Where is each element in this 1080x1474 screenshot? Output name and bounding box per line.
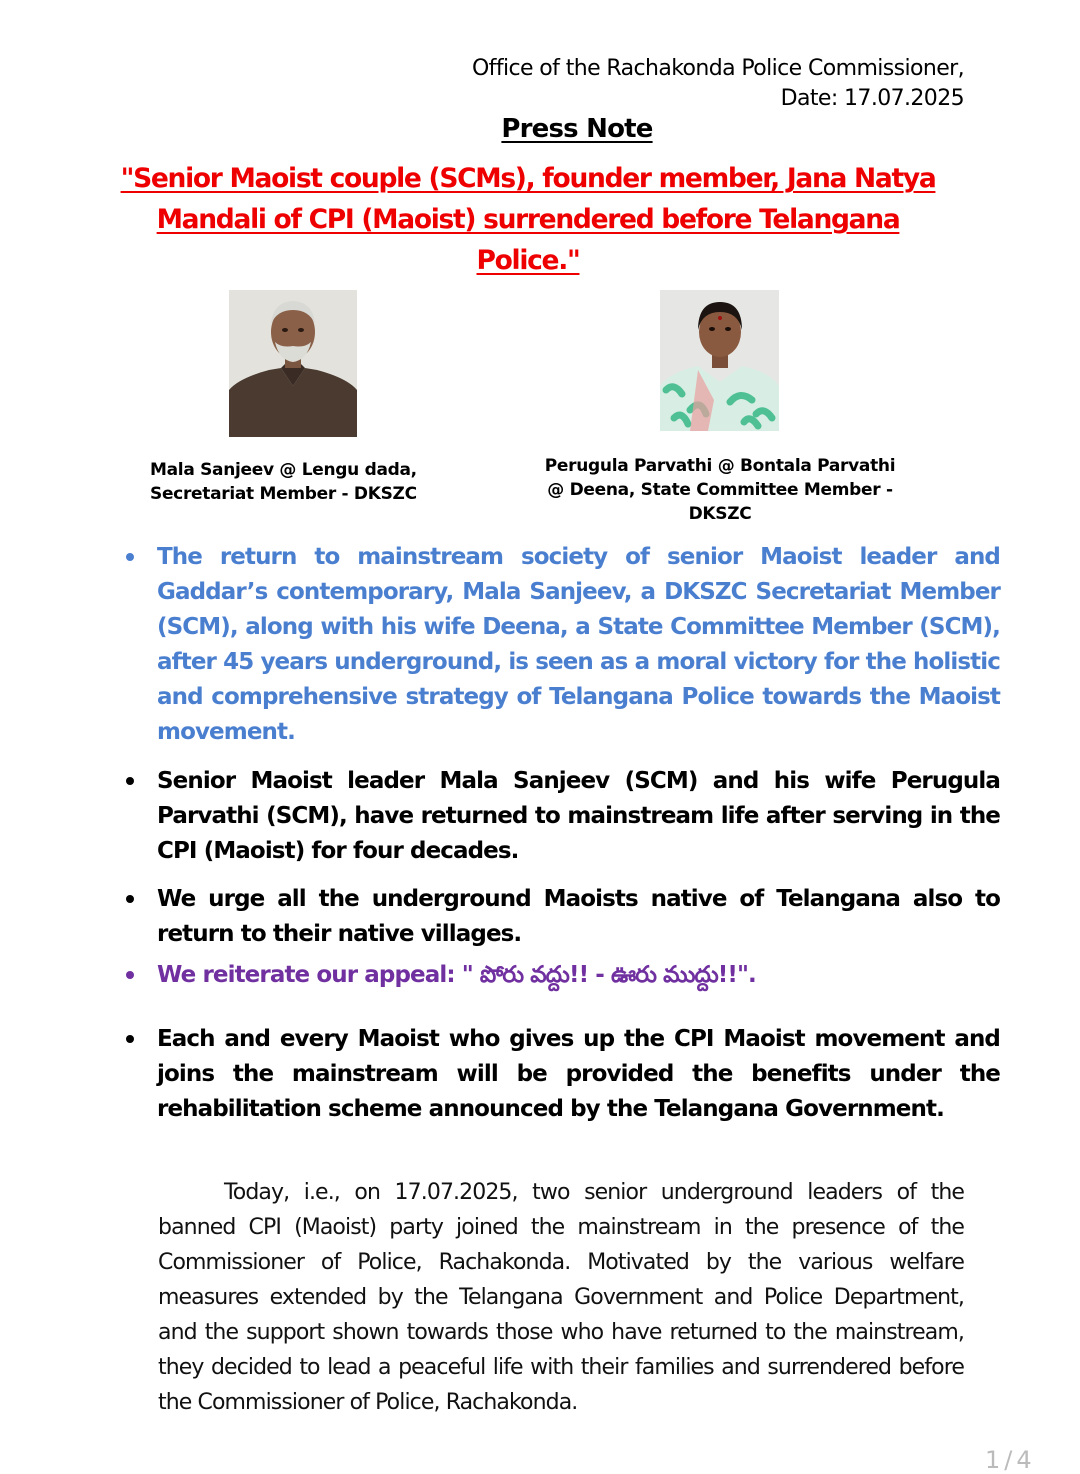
caption-line: Secretariat Member - DKSZC: [150, 484, 417, 504]
page-title: Press Note: [501, 114, 653, 144]
caption-mala-sanjeev: [150, 458, 417, 506]
office-header: [472, 54, 964, 114]
caption-perugula-parvathi: [520, 454, 920, 526]
body-paragraph: Today, i.e., on 17.07.2025, two senior underground leaders of the banned CPI (Maoist) party joined the mainstream in the presence of the Commissioner of Police, Rachakonda. Motivated by the various welfare measures extended by the Telangana Government and Police Department, and the support shown towards those who have returned to the mainstream, they decided to lead a peaceful life with their families and surrendered before the Commissioner of Police, Rachakonda.: [158, 1180, 964, 1415]
bullet-item: [120, 882, 1000, 952]
bullet-item: [120, 764, 1000, 869]
bullet-item: [120, 1022, 1000, 1127]
press-date: Date: 17.07.2025: [780, 86, 964, 111]
bullet-icon: [126, 553, 134, 561]
bullet-text: The return to mainstream society of senior Maoist leader and Gaddar’s contemporary, Mala Sanjeev, a DKSZC Secretariat Member (SCM), along with his wife Deena, a State Committee Member (SCM), after 45 years underground, is seen as a moral victory for the holistic and comprehensive strategy of Telangana Police towards the Maoist movement.: [157, 544, 1000, 745]
bullet-icon: [126, 1035, 134, 1043]
bullet-text: Each and every Maoist who gives up the CPI Maoist movement and joins the mainstream will be provided the benefits under the rehabilitation scheme announced by the Telangana Government.: [157, 1026, 1000, 1122]
bullet-icon: [126, 895, 134, 903]
portrait-icon: [229, 290, 357, 437]
portrait-icon: [660, 290, 779, 431]
bullet-text: We urge all the underground Maoists native of Telangana also to return to their native villages.: [157, 886, 1000, 947]
office-name: Office of the Rachakonda Police Commissioner,: [471, 56, 964, 81]
bullet-icon: [126, 971, 134, 979]
bullet-text: Senior Maoist leader Mala Sanjeev (SCM) and his wife Perugula Parvathi (SCM), have returned to mainstream life after serving in the CPI (Maoist) for four decades.: [157, 768, 1000, 864]
caption-line: Mala Sanjeev @ Lengu dada,: [150, 460, 417, 480]
bullet-item: [120, 540, 1000, 750]
bullet-item: [120, 958, 1000, 993]
caption-line: Perugula Parvathi @ Bontala Parvathi: [544, 456, 896, 476]
portrait-photo-mala-sanjeev: [229, 290, 357, 437]
page-indicator: 1/4: [985, 1446, 1036, 1474]
headline: "Senior Maoist couple (SCMs), founder member, Jana Natya Mandali of CPI (Maoist) surrendered before Telangana Police.": [120, 163, 936, 276]
caption-line: @ Deena, State Committee Member -: [547, 480, 893, 500]
caption-line: DKSZC: [688, 504, 752, 524]
portrait-photo-perugula-parvathi: [660, 290, 779, 431]
bullet-icon: [126, 777, 134, 785]
bullet-text: We reiterate our appeal: " పోరు వద్దు!! - ఊరు ముద్దు!!".: [157, 962, 756, 988]
